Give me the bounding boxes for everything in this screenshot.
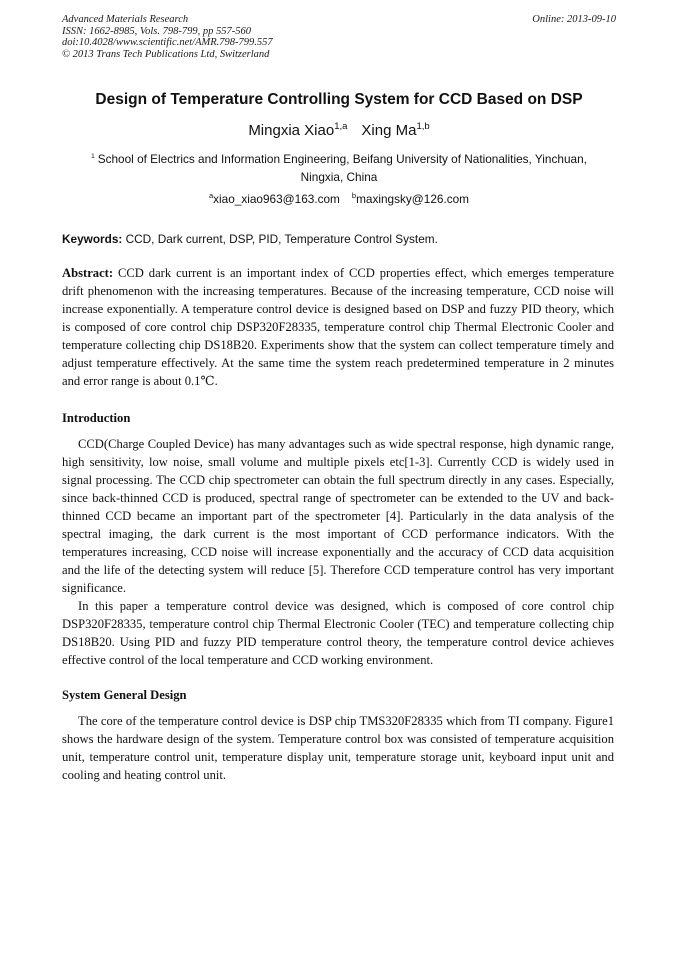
affiliation-marker: 1 <box>91 153 95 160</box>
keywords-text: CCD, Dark current, DSP, PID, Temperature Control System. <box>122 232 438 246</box>
affiliation-line: Ningxia, China <box>300 170 378 184</box>
journal-meta <box>62 14 273 60</box>
paragraph: In this paper a temperature control device was designed, which is composed of core control chip DSP320F28335, temperature control chip Thermal Electronic Cooler (TEC) and temperature collecting chip DS18B20. Using PID and fuzzy PID temperature control theory, the temperature control device achieves effective control of the local temperature and CCD working environment. <box>62 599 614 667</box>
author-affiliation-marker: 1,a <box>334 121 348 132</box>
section-heading-system-design: System General Design <box>62 688 187 702</box>
abstract-label: Abstract: <box>62 266 114 280</box>
journal-issn: ISSN: 1662-8985, Vols. 798-799, pp 557-560 <box>62 25 251 37</box>
keywords-label: Keywords: <box>62 232 123 246</box>
journal-copyright: © 2013 Trans Tech Publications Ltd, Switzerland <box>62 48 270 60</box>
keywords <box>62 231 616 248</box>
author-list <box>40 121 638 141</box>
section-heading-introduction: Introduction <box>62 411 131 425</box>
abstract-text: CCD dark current is an important index of CCD properties effect, which emerges temperature drift phenomenon with the increasing temperatures. Because of the increasing temperature, CCD noise will increase exponentially. A temperature control device is designed based on DSP and fuzzy PID theory, which is composed of core control chip DSP320F28335, temperature control chip Thermal Electronic Cooler and temperature collecting chip DS18B20. Experiments show that the system can collect temperature timely and adjust temperature effectively. At the same time the system reach predetermined temperature in 2 minutes and error range is about 0.1℃. <box>62 266 614 388</box>
affiliation-line: School of Electrics and Information Engineering, Beifang University of Nationalities, Yinchuan, <box>97 152 587 166</box>
paper-title: Design of Temperature Controlling System for CCD Based on DSP <box>95 91 583 108</box>
system-design-body <box>62 712 614 784</box>
online-date: Online: 2013-09-10 <box>532 14 616 25</box>
email-marker: b <box>351 191 357 200</box>
email-link[interactable]: xiao_xiao963@163.com <box>213 192 340 206</box>
author-emails <box>40 190 638 208</box>
journal-name: Advanced Materials Research <box>62 14 189 25</box>
journal-doi: doi:10.4028/www.scientific.net/AMR.798-799.557 <box>62 37 273 48</box>
paragraph: CCD(Charge Coupled Device) has many advantages such as wide spectral response, high dynamic range, high sensitivity, low noise, small volume and multiple pixels etc[1-3]. Currently CCD is widely used in signal processing. The CCD chip spectrometer can obtain the full spectrum directly in any cases. Especially, since back-thinned CCD is produced, spectral range of spectrometer can be extended to the UV and back-thinned CCD became an important part of the spectrometer [4]. Particularly in the data analysis of the spectral imaging, the dark current is the most important of CCD performance indicators. With the temperatures increasing, CCD noise will increase exponentially and the accuracy of CCD data acquisition and the life of the detecting system will reduce [5]. Therefore CCD temperature control has very important significance. <box>62 437 614 595</box>
introduction-body <box>62 435 614 669</box>
paragraph: The core of the temperature control device is DSP chip TMS320F28335 which from TI company. Figure1 shows the hardware design of the system. Temperature control box was consisted of temperature acquisition unit, temperature control unit, temperature display unit, temperature storage unit, keyboard input unit and cooling and heating control unit. <box>62 714 614 782</box>
abstract <box>62 264 614 390</box>
author-name: Mingxia Xiao <box>248 122 335 139</box>
email-link[interactable]: maxingsky@126.com <box>356 192 470 206</box>
email-marker: a <box>208 191 214 200</box>
author-name: Xing Ma <box>361 122 417 139</box>
affiliation <box>70 150 608 186</box>
author-affiliation-marker: 1,b <box>416 121 430 132</box>
